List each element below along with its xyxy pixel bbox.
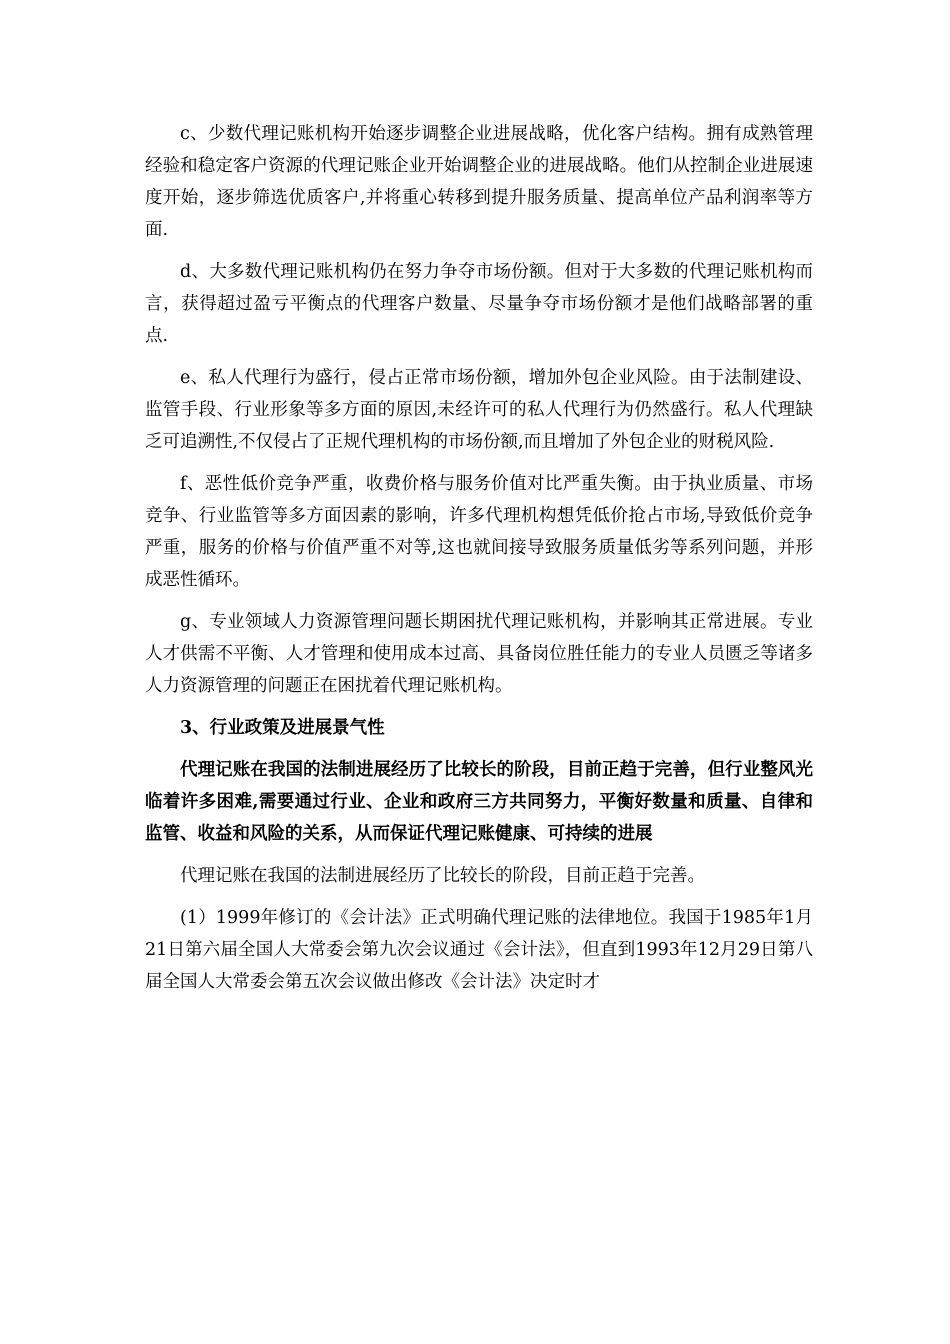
section-heading: 3、行业政策及进展景气性 [180,718,385,738]
document-body [145,118,813,1008]
section-summary: 代理记账在我国的法制进展经历了比较长的阶段，目前正趋于完善，但行业整风光临着许多困难,需要通过行业、企业和政府三方共同努力，平衡好数量和质量、自律和监管、收益和风险的关系，从而保证代理记账健康、可持续的进展 [145,760,813,844]
paragraph-d: d、大多数代理记账机构仍在努力争夺市场份额。但对于大多数的代理记账机构而言，获得超过盈亏平衡点的代理客户数量、尽量争夺市场份额才是他们战略部署的重点. [145,262,813,346]
paragraph-f: f、恶性低价竞争严重，收费价格与服务价值对比严重失衡。由于执业质量、市场竞争、行业监管等多方面因素的影响，许多代理机构想凭低价抢占市场,导致低价竞争严重，服务的价格与价值严重不对等,这也就间接导致服务质量低劣等系列问题，并形成恶性循环。 [145,474,813,590]
section-intro: 代理记账在我国的法制进展经历了比较长的阶段，目前正趋于完善。 [180,866,705,886]
paragraph-g: g、专业领域人力资源管理问题长期困扰代理记账机构，并影响其正常进展。专业人才供需不平衡、人才管理和使用成本过高、具备岗位胜任能力的专业人员匮乏等诸多人力资源管理的问题正在困扰着代理记账机构。 [145,612,813,696]
paragraph-e: e、私人代理行为盛行，侵占正常市场份额，增加外包企业风险。由于法制建设、监管手段、行业形象等多方面的原因,未经许可的私人代理行为仍然盛行。私人代理缺乏可追溯性,不仅侵占了正规代理机构的市场份额,而且增加了外包企业的财税风险. [145,368,813,452]
section-item-1: (1）1999年修订的《会计法》正式明确代理记账的法律地位。我国于1985年1月21日第六届全国人大常委会第九次会议通过《会计法》，但直到1993年12月29日第八届全国人大常委会第五次会议做出修改《会计法》决定时才 [145,908,813,992]
paragraph-c: c、少数代理记账机构开始逐步调整企业进展战略，优化客户结构。拥有成熟管理经验和稳定客户资源的代理记账企业开始调整企业的进展战略。他们从控制企业进展速度开始，逐步筛选优质客户,并将重心转移到提升服务质量、提高单位产品利润率等方面. [145,124,813,240]
